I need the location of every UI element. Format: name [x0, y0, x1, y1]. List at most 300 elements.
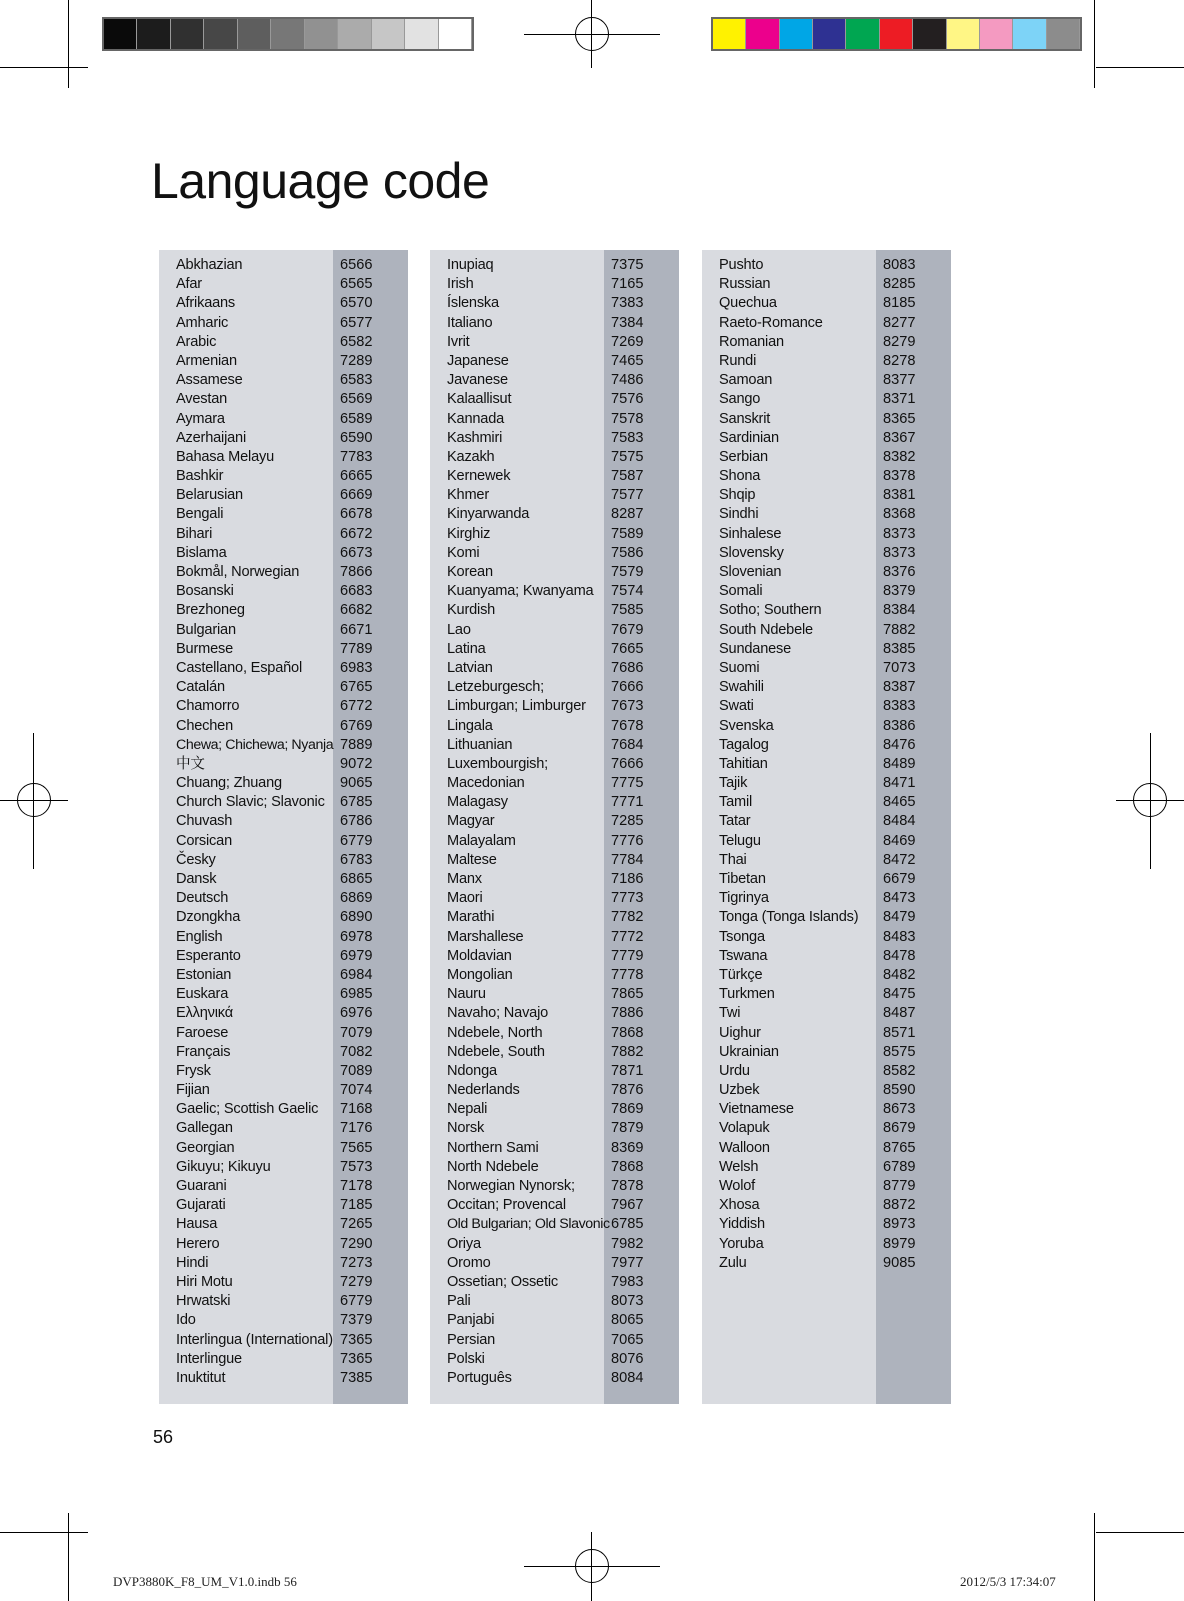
- language-code: 8575: [883, 1043, 916, 1060]
- language-name: Bulgarian: [176, 621, 236, 638]
- language-row: [702, 352, 951, 371]
- language-name: Hiri Motu: [176, 1273, 233, 1290]
- language-row: [159, 985, 408, 1004]
- language-row: [430, 812, 679, 831]
- language-name: Romanian: [719, 333, 784, 350]
- language-name: Korean: [447, 564, 493, 580]
- language-code: 8373: [883, 544, 916, 561]
- language-code: 7579: [611, 564, 644, 580]
- language-code: 6590: [340, 429, 373, 446]
- language-code: 8083: [883, 257, 916, 273]
- language-code: 8369: [611, 1139, 644, 1156]
- language-code: 8383: [883, 698, 916, 715]
- language-name: Norsk: [447, 1120, 485, 1137]
- language-row: [702, 333, 951, 352]
- language-row: [159, 1062, 408, 1081]
- language-row: [430, 448, 679, 467]
- language-code: 7383: [611, 295, 644, 312]
- language-code: 6669: [340, 487, 373, 504]
- language-row: [702, 563, 951, 582]
- language-code: 6577: [340, 314, 373, 331]
- language-row: [702, 928, 951, 947]
- language-code: 8582: [883, 1062, 916, 1079]
- language-name: Limburgan; Limburger: [447, 698, 586, 715]
- language-code: 6869: [340, 890, 373, 907]
- language-row: [702, 1139, 951, 1158]
- language-row: [159, 1177, 408, 1196]
- language-name: Tatar: [719, 813, 751, 830]
- language-code: 6570: [340, 295, 373, 312]
- language-name: Chuang; Zhuang: [176, 775, 282, 792]
- language-name: Bokmål, Norwegian: [176, 564, 300, 580]
- language-row: [430, 1062, 679, 1081]
- language-row: [159, 525, 408, 544]
- language-code: 8571: [883, 1024, 916, 1041]
- language-code: 7882: [611, 1043, 644, 1060]
- language-code: 8473: [883, 890, 916, 907]
- language-code: 8279: [883, 333, 916, 350]
- language-row: [702, 1004, 951, 1023]
- language-row: [702, 448, 951, 467]
- language-code: 7082: [340, 1043, 373, 1060]
- language-name: Hausa: [176, 1216, 218, 1233]
- language-name: Estonian: [176, 966, 232, 983]
- language-code: 8387: [883, 679, 916, 696]
- language-name: Xhosa: [719, 1197, 760, 1214]
- language-name: Church Slavic; Slavonic: [176, 794, 325, 811]
- language-name: Ivrit: [447, 333, 470, 350]
- language-code: 7079: [340, 1024, 373, 1041]
- language-code: 7586: [611, 544, 644, 561]
- language-row: [159, 1292, 408, 1311]
- language-row: [159, 448, 408, 467]
- language-row: [430, 410, 679, 429]
- language-code: 7882: [883, 621, 916, 638]
- language-code: 6789: [883, 1158, 916, 1175]
- language-name: Tahitian: [719, 755, 768, 772]
- language-name: Chamorro: [176, 698, 240, 715]
- language-row: [702, 966, 951, 985]
- language-name: Íslenska: [447, 295, 499, 312]
- language-code: 7379: [340, 1312, 373, 1329]
- language-name: Javanese: [447, 372, 508, 389]
- language-code: 8483: [883, 928, 916, 945]
- language-code: 6983: [340, 659, 373, 676]
- language-name: Northern Sami: [447, 1139, 539, 1156]
- language-row: [159, 621, 408, 640]
- language-name: Russian: [719, 276, 771, 293]
- language-row: [159, 467, 408, 486]
- language-row: [159, 1369, 408, 1388]
- language-name: Lingala: [447, 717, 493, 734]
- page-title: Language code: [151, 153, 490, 209]
- language-name: Polski: [447, 1350, 485, 1367]
- language-name: Gujarati: [176, 1197, 226, 1214]
- language-name: Zulu: [719, 1254, 747, 1271]
- language-row: [702, 525, 951, 544]
- color-calibration-bar: [711, 17, 1082, 51]
- language-row: [430, 1292, 679, 1311]
- language-row: [159, 1350, 408, 1369]
- language-code: 6682: [340, 602, 373, 619]
- language-code: 7666: [611, 679, 644, 696]
- language-row: [159, 256, 408, 275]
- language-code: 7879: [611, 1120, 644, 1137]
- language-name: Inupiaq: [447, 257, 494, 273]
- language-name: Ελληνικά: [176, 1005, 233, 1022]
- language-code: 6566: [340, 257, 373, 273]
- language-code: 8973: [883, 1216, 916, 1233]
- language-code: 6984: [340, 966, 373, 983]
- language-name: Moldavian: [447, 947, 512, 964]
- language-name: Sindhi: [719, 506, 759, 523]
- language-name: Nederlands: [447, 1082, 520, 1099]
- language-code: 7269: [611, 333, 644, 350]
- language-name: Malayalam: [447, 832, 516, 849]
- language-name: Français: [176, 1043, 231, 1060]
- language-code: 7265: [340, 1216, 373, 1233]
- language-column-3: [702, 250, 951, 1404]
- language-name: Hindi: [176, 1254, 209, 1271]
- language-name: Occitan; Provencal: [447, 1197, 566, 1214]
- language-code: 7576: [611, 391, 644, 408]
- language-row: [159, 390, 408, 409]
- language-name: Bosanski: [176, 583, 234, 600]
- language-name: Sundanese: [719, 640, 792, 657]
- language-code: 7679: [611, 621, 644, 638]
- language-name: Khmer: [447, 487, 489, 504]
- language-name: Bihari: [176, 525, 213, 542]
- language-row: [430, 1100, 679, 1119]
- language-name: Tonga (Tonga Islands): [719, 909, 859, 926]
- language-code: 8872: [883, 1197, 916, 1214]
- language-name: Navaho; Navajo: [447, 1005, 549, 1022]
- language-code: 7871: [611, 1062, 644, 1079]
- language-name: Lao: [447, 621, 471, 638]
- language-row: [159, 1100, 408, 1119]
- language-code: 6589: [340, 410, 373, 427]
- language-row: [430, 621, 679, 640]
- language-name: Interlingue: [176, 1350, 242, 1367]
- language-row: [430, 985, 679, 1004]
- language-row: [702, 1158, 951, 1177]
- language-name: Kalaallisut: [447, 391, 512, 408]
- language-code: 7869: [611, 1101, 644, 1118]
- color-swatch: [137, 19, 170, 49]
- language-name: Kirghiz: [447, 525, 491, 542]
- language-code: 6985: [340, 986, 373, 1003]
- language-code: 8469: [883, 832, 916, 849]
- language-row: [430, 851, 679, 870]
- language-row: [159, 582, 408, 601]
- language-code: 6683: [340, 583, 373, 600]
- language-row: [430, 640, 679, 659]
- language-row: [430, 467, 679, 486]
- language-code: 8065: [611, 1312, 644, 1329]
- language-name: Latina: [447, 640, 486, 657]
- language-row: [702, 544, 951, 563]
- language-code: 7165: [611, 276, 644, 293]
- language-row: [159, 697, 408, 716]
- language-row: [702, 1100, 951, 1119]
- language-name: Tibetan: [719, 871, 766, 887]
- language-name: Sardinian: [719, 429, 779, 446]
- language-name: Ndebele, North: [447, 1024, 543, 1041]
- language-code: 8084: [611, 1369, 644, 1386]
- language-code: 7771: [611, 794, 644, 811]
- language-row: [702, 294, 951, 313]
- language-code: 7782: [611, 909, 644, 926]
- language-code: 8765: [883, 1139, 916, 1156]
- language-name: Maori: [447, 890, 483, 907]
- language-row: [159, 601, 408, 620]
- color-swatch: [713, 19, 746, 49]
- language-name: Frysk: [176, 1062, 211, 1079]
- language-row: [430, 525, 679, 544]
- language-row: [702, 659, 951, 678]
- language-name: Rundi: [719, 352, 757, 369]
- language-code: 7583: [611, 429, 644, 446]
- language-name: Twi: [719, 1005, 741, 1022]
- language-row: [159, 908, 408, 927]
- language-row: [159, 294, 408, 313]
- language-name: Mongolian: [447, 966, 513, 983]
- language-name: Suomi: [719, 659, 760, 676]
- language-code: 6978: [340, 928, 373, 945]
- color-swatch: [271, 19, 304, 49]
- language-row: [159, 505, 408, 524]
- language-row: [430, 1350, 679, 1369]
- language-code: 8779: [883, 1178, 916, 1194]
- language-row: [159, 1235, 408, 1254]
- language-code: 8368: [883, 506, 916, 523]
- language-row: [702, 371, 951, 390]
- language-row: [430, 1273, 679, 1292]
- language-code: 8673: [883, 1101, 916, 1118]
- language-name: Serbian: [719, 448, 768, 465]
- language-name: Sanskrit: [719, 410, 771, 427]
- language-name: Euskara: [176, 986, 229, 1003]
- language-row: [702, 601, 951, 620]
- language-name: Amharic: [176, 314, 229, 331]
- language-row: [159, 429, 408, 448]
- color-swatch: [204, 19, 237, 49]
- language-row: [430, 390, 679, 409]
- color-swatch: [880, 19, 913, 49]
- language-code: 6673: [340, 544, 373, 561]
- language-code: 6679: [883, 871, 916, 887]
- language-row: [430, 601, 679, 620]
- language-column-1: [159, 250, 408, 1404]
- language-row: [702, 774, 951, 793]
- language-row: [702, 1119, 951, 1138]
- language-code: 6979: [340, 947, 373, 964]
- language-row: [702, 1043, 951, 1062]
- language-row: [702, 947, 951, 966]
- language-row: [159, 1043, 408, 1062]
- language-code: 7982: [611, 1235, 644, 1252]
- registration-target-icon: [575, 1549, 609, 1583]
- language-row: [430, 793, 679, 812]
- color-swatch: [171, 19, 204, 49]
- language-code: 6772: [340, 698, 373, 715]
- language-code: 8471: [883, 775, 916, 792]
- language-name: Bislama: [176, 544, 227, 561]
- language-row: [430, 1004, 679, 1023]
- language-row: [430, 582, 679, 601]
- language-code: 7290: [340, 1235, 373, 1252]
- language-row: [430, 1311, 679, 1330]
- footer-timestamp: 2012/5/3 17:34:07: [960, 1574, 1056, 1589]
- language-name: 中文: [176, 755, 205, 772]
- language-row: [430, 832, 679, 851]
- language-row: [430, 736, 679, 755]
- language-name: Kashmiri: [447, 429, 503, 446]
- language-name: Inuktitut: [176, 1369, 226, 1386]
- language-row: [702, 486, 951, 505]
- language-row: [702, 1062, 951, 1081]
- language-name: Fijian: [176, 1082, 210, 1099]
- language-code: 6569: [340, 391, 373, 408]
- language-code: 7384: [611, 314, 644, 331]
- language-code: 7577: [611, 487, 644, 504]
- language-code: 7074: [340, 1082, 373, 1099]
- language-name: Brezhoneg: [176, 602, 245, 619]
- color-swatch: [1013, 19, 1046, 49]
- language-name: Magyar: [447, 813, 495, 830]
- language-row: [430, 870, 679, 889]
- language-row: [159, 659, 408, 678]
- language-code: 7573: [340, 1158, 373, 1175]
- language-name: Old Bulgarian; Old Slavonic: [447, 1216, 610, 1233]
- language-row: [430, 1215, 679, 1234]
- language-code: 7967: [611, 1197, 644, 1214]
- language-code: 8476: [883, 736, 916, 753]
- language-row: [159, 832, 408, 851]
- language-row: [430, 352, 679, 371]
- language-row: [159, 1196, 408, 1215]
- language-row: [702, 832, 951, 851]
- language-row: [430, 294, 679, 313]
- language-code: 9072: [340, 755, 373, 772]
- language-code: 8384: [883, 602, 916, 619]
- language-row: [430, 774, 679, 793]
- language-row: [159, 1119, 408, 1138]
- language-name: Oriya: [447, 1235, 481, 1252]
- language-row: [702, 985, 951, 1004]
- language-name: Dzongkha: [176, 909, 241, 926]
- language-name: Shqip: [719, 487, 756, 504]
- language-name: Gallegan: [176, 1120, 233, 1137]
- language-name: Esperanto: [176, 947, 241, 964]
- language-name: Raeto-Romance: [719, 314, 823, 331]
- language-row: [159, 966, 408, 985]
- language-name: Thai: [719, 851, 747, 868]
- language-row: [702, 736, 951, 755]
- language-row: [159, 352, 408, 371]
- language-code: 7589: [611, 525, 644, 542]
- language-name: Letzeburgesch;: [447, 679, 544, 696]
- registration-target-icon: [1133, 783, 1167, 817]
- language-code: 7574: [611, 583, 644, 600]
- language-name: Oromo: [447, 1254, 491, 1271]
- color-swatch: [439, 19, 472, 49]
- language-row: [702, 621, 951, 640]
- language-code: 8679: [883, 1120, 916, 1137]
- language-code: 8382: [883, 448, 916, 465]
- language-row: [430, 659, 679, 678]
- language-name: Ido: [176, 1312, 196, 1329]
- language-code: 8285: [883, 276, 916, 293]
- language-name: Marshallese: [447, 928, 524, 945]
- language-name: Yoruba: [719, 1235, 764, 1252]
- language-name: Slovensky: [719, 544, 784, 561]
- language-row: [702, 640, 951, 659]
- language-name: Samoan: [719, 372, 773, 389]
- language-code: 7776: [611, 832, 644, 849]
- language-name: Ndonga: [447, 1062, 497, 1079]
- language-code: 8386: [883, 717, 916, 734]
- language-code: 6976: [340, 1005, 373, 1022]
- language-row: [702, 870, 951, 889]
- language-code: 7186: [611, 871, 644, 887]
- language-name: Georgian: [176, 1139, 235, 1156]
- language-code: 8377: [883, 372, 916, 389]
- language-code: 6786: [340, 813, 373, 830]
- language-code: 7673: [611, 698, 644, 715]
- language-row: [702, 410, 951, 429]
- language-row: [159, 928, 408, 947]
- language-row: [430, 717, 679, 736]
- language-name: Vietnamese: [719, 1101, 794, 1118]
- language-row: [159, 812, 408, 831]
- language-row: [430, 1369, 679, 1388]
- language-code: 8590: [883, 1082, 916, 1099]
- language-code: 7868: [611, 1024, 644, 1041]
- language-code: 7865: [611, 986, 644, 1003]
- language-name: Telugu: [719, 832, 761, 849]
- language-name: Kernewek: [447, 468, 511, 485]
- language-code: 8472: [883, 851, 916, 868]
- color-swatch: [913, 19, 946, 49]
- language-name: Ndebele, South: [447, 1043, 545, 1060]
- language-name: Tajik: [719, 775, 748, 792]
- language-row: [159, 678, 408, 697]
- color-swatch: [104, 19, 137, 49]
- language-row: [430, 1331, 679, 1350]
- language-code: 7585: [611, 602, 644, 619]
- language-row: [159, 1254, 408, 1273]
- language-name: Komi: [447, 544, 480, 561]
- language-code: 6865: [340, 871, 373, 887]
- language-row: [430, 275, 679, 294]
- language-name: Castellano, Español: [176, 659, 303, 676]
- language-code: 7773: [611, 890, 644, 907]
- language-row: [430, 678, 679, 697]
- language-code: 7878: [611, 1178, 644, 1194]
- language-name: Tigrinya: [719, 890, 769, 907]
- language-name: Aymara: [176, 410, 225, 427]
- language-name: Swati: [719, 698, 754, 715]
- language-row: [159, 1311, 408, 1330]
- language-row: [159, 870, 408, 889]
- language-row: [159, 1024, 408, 1043]
- language-row: [430, 697, 679, 716]
- language-name: Quechua: [719, 295, 777, 312]
- language-code: 6890: [340, 909, 373, 926]
- language-row: [159, 793, 408, 812]
- language-name: Volapuk: [719, 1120, 770, 1137]
